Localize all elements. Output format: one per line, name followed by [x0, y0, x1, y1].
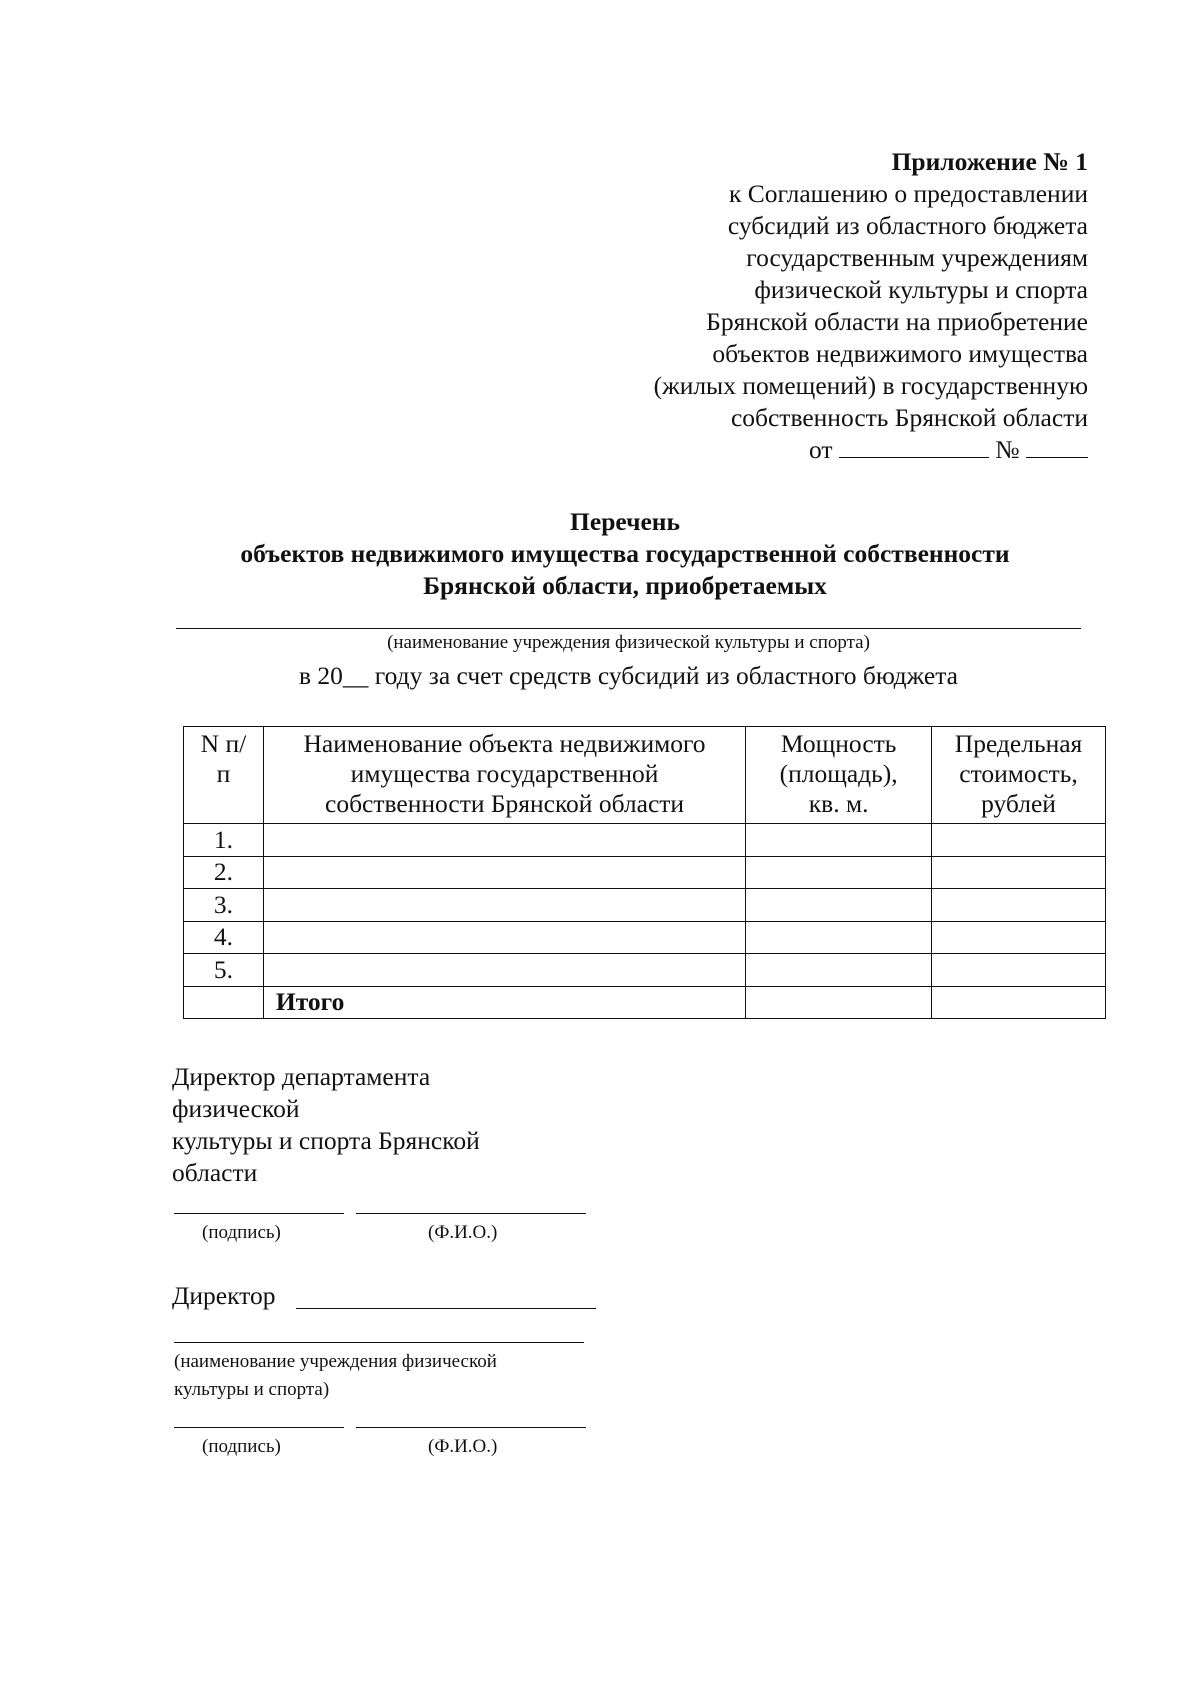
signature-caption: (подпись): [202, 1222, 281, 1243]
table-row: [184, 889, 1106, 922]
header-text: Наименование объекта недвижимого: [303, 729, 706, 758]
appendix-line: Брянской области на приобретение: [706, 307, 1088, 336]
department-director-block: [172, 1061, 480, 1189]
signature-caption-2: (подпись): [202, 1436, 281, 1457]
total-area-cell[interactable]: [746, 986, 932, 1019]
cost-cell[interactable]: [932, 954, 1106, 987]
cost-cell[interactable]: [932, 921, 1106, 954]
object-name-cell[interactable]: [263, 889, 745, 922]
appendix-line: объектов недвижимого имущества: [712, 339, 1088, 368]
row-number: 3.: [184, 889, 264, 922]
table-row: [184, 824, 1106, 857]
table-row: [184, 954, 1106, 987]
total-number-cell: [184, 986, 264, 1019]
cost-cell[interactable]: [932, 889, 1106, 922]
header-cost: [932, 727, 1106, 824]
appendix-line: к Соглашению о предоставлении: [728, 179, 1088, 208]
appendix-line: (жилых помещений) в государственную: [653, 371, 1088, 400]
table-row: [184, 856, 1106, 889]
object-name-cell[interactable]: [263, 856, 745, 889]
object-name-cell[interactable]: [263, 954, 745, 987]
header-text: кв. м.: [808, 789, 869, 818]
object-name-cell[interactable]: [263, 824, 745, 857]
fio-blank[interactable]: [356, 1213, 586, 1214]
object-name-cell[interactable]: [263, 921, 745, 954]
header-text: п: [216, 759, 231, 788]
caption-line: (наименование учреждения физической: [174, 1351, 497, 1372]
table-row: [184, 921, 1106, 954]
institution-name-blank[interactable]: [176, 628, 1081, 629]
header-text: стоимость,: [959, 759, 1078, 788]
cost-cell[interactable]: [932, 856, 1106, 889]
appendix-line: субсидий из областного бюджета: [727, 211, 1088, 240]
caption-line: культуры и спорта): [174, 1379, 330, 1400]
header-object-name: [263, 727, 745, 824]
total-label: Итого: [263, 986, 745, 1019]
area-cell[interactable]: [746, 856, 932, 889]
signer-title-line: Директор департамента: [172, 1062, 431, 1091]
date-number-line: [528, 434, 1088, 466]
title-line: объектов недвижимого имущества государственной собственности: [240, 539, 1010, 568]
row-number: 2.: [184, 856, 264, 889]
from-label: от: [808, 435, 833, 464]
institution-caption-2: [174, 1348, 497, 1404]
appendix-line: собственность Брянской области: [730, 403, 1088, 432]
institution-name-blank-2[interactable]: [174, 1342, 584, 1343]
number-blank[interactable]: [1026, 435, 1088, 458]
header-text: Мощность: [780, 729, 897, 758]
table-total-row: [184, 986, 1106, 1019]
table-header-row: [184, 727, 1106, 824]
signature-blank-2[interactable]: [174, 1427, 344, 1428]
area-cell[interactable]: [746, 954, 932, 987]
date-blank[interactable]: [839, 435, 989, 458]
header-text: (площадь),: [779, 759, 898, 788]
fio-blank-2[interactable]: [356, 1427, 586, 1428]
institution-caption: (наименование учреждения физической культуры и спорта): [387, 632, 870, 653]
header-area: [746, 727, 932, 824]
director-label: Директор: [172, 1281, 276, 1310]
row-number: 4.: [184, 921, 264, 954]
header-text: Предельная: [954, 729, 1083, 758]
signer-title-line: физической: [172, 1094, 300, 1123]
title-line: Брянской области, приобретаемых: [423, 571, 827, 600]
header-text: имущества государственной: [350, 759, 659, 788]
total-cost-cell[interactable]: [932, 986, 1106, 1019]
document-title: [160, 506, 1090, 602]
number-label: №: [995, 435, 1020, 464]
appendix-header: [528, 146, 1088, 466]
appendix-line: государственным учреждениям: [746, 243, 1088, 272]
header-text: собственности Брянской области: [325, 789, 685, 818]
fio-caption: (Ф.И.О.): [428, 1222, 498, 1243]
director-name-blank[interactable]: [296, 1308, 596, 1309]
header-number: [184, 727, 264, 824]
header-text: рублей: [981, 789, 1056, 818]
signature-blank[interactable]: [174, 1213, 344, 1214]
appendix-title: Приложение № 1: [891, 147, 1088, 176]
row-number: 1.: [184, 824, 264, 857]
area-cell[interactable]: [746, 824, 932, 857]
signer-title-line: культуры и спорта Брянской: [172, 1126, 480, 1155]
property-list-table: [183, 726, 1106, 1019]
cost-cell[interactable]: [932, 824, 1106, 857]
fio-caption-2: (Ф.И.О.): [428, 1436, 498, 1457]
row-number: 5.: [184, 954, 264, 987]
area-cell[interactable]: [746, 921, 932, 954]
header-text: N п/: [200, 729, 247, 758]
area-cell[interactable]: [746, 889, 932, 922]
title-line: Перечень: [570, 507, 680, 536]
appendix-line: физической культуры и спорта: [754, 275, 1088, 304]
year-line: в 20__ году за счет средств субсидий из областного бюджета: [299, 661, 958, 690]
signer-title-line: области: [172, 1158, 258, 1187]
